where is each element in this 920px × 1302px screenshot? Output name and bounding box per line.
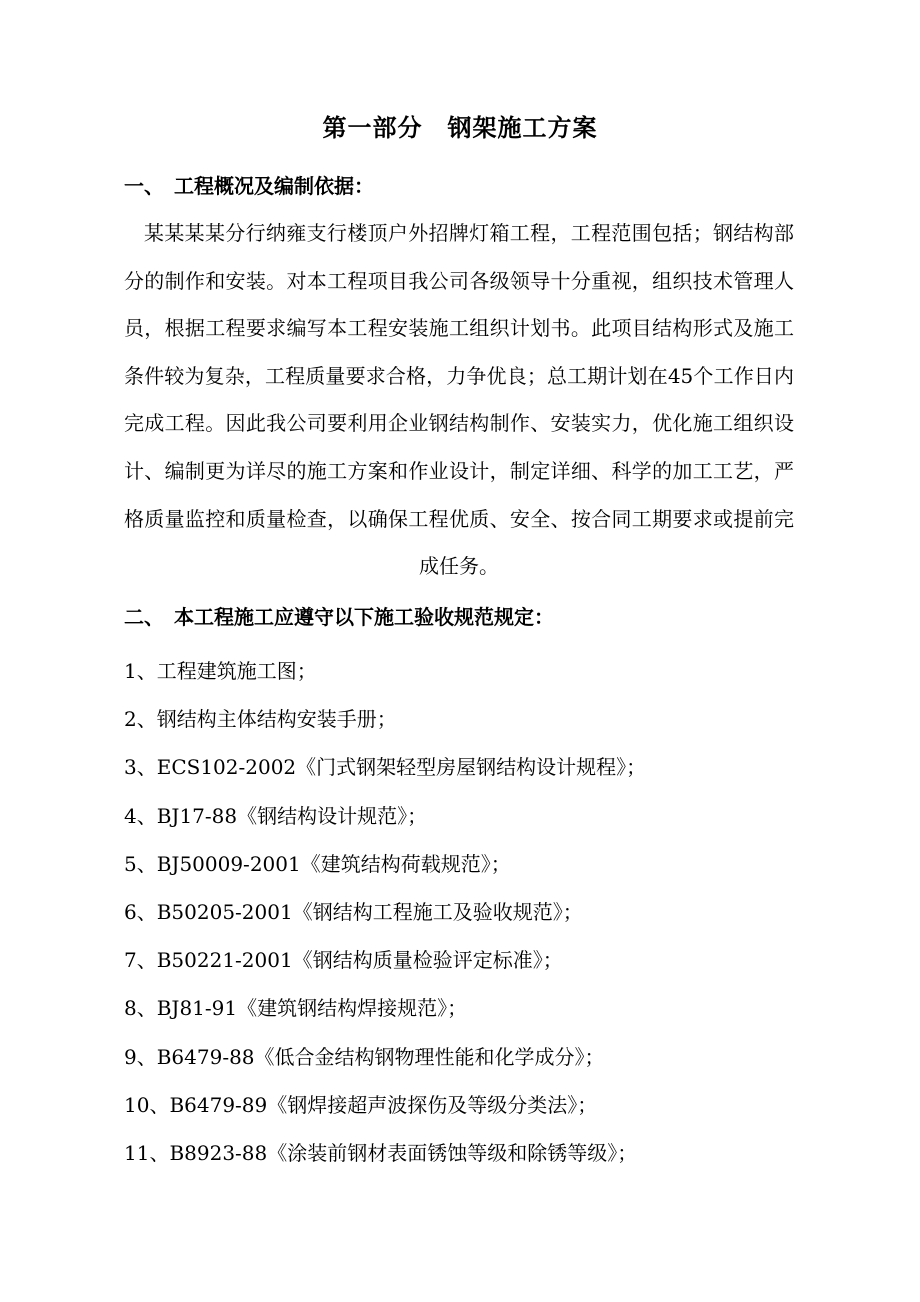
list-item: 9、B6479-88《低合金结构钢物理性能和化学成分》； (124, 1044, 605, 1069)
list-item: 11、B8923-88《涂装前钢材表面锈蚀等级和除锈等级》； (124, 1141, 638, 1166)
list-item: 3、ECS102-2002《门式钢架轻型房屋钢结构设计规程》； (124, 755, 647, 780)
section-heading-overview: 一、 工程概况及编制依据： (124, 174, 374, 198)
overview-paragraph: 某某某某分行纳雍支行楼顶户外招牌灯箱工程，工程范围包括；钢结构部分的制作和安装。对本工程项目我公司各级领导十分重视，组织技术管理人员，根据工程要求编写本工程安装施工组织计划书。此项目结构形式及施工条件较为复杂，工程质量要求合格，力争优良；总工期计划在45个工作日内完成工程。因此我公司要利用企业钢结构制作、安装实力，优化施工组织设计、编制更为详尽的施工方案和作业设计，制定详细、科学的加工工艺，严格质量监控和质量检查，以确保工程优质、安全、按合同工期要求或提前完成任务。 (124, 221, 794, 579)
list-item: 10、B6479-89《钢焊接超声波探伤及等级分类法》； (124, 1092, 598, 1117)
list-item: 5、BJ50009-2001《建筑结构荷载规范》； (124, 851, 511, 876)
standards-list (124, 647, 804, 1177)
list-item: 6、B50205-2001《钢结构工程施工及验收规范》； (124, 900, 583, 925)
list-item: 8、BJ81-91《建筑钢结构焊接规范》； (124, 996, 468, 1021)
page-title: 第一部分 钢架施工方案 (322, 113, 598, 142)
list-item: 1、工程建筑施工图； (124, 659, 317, 683)
list-item: 4、BJ17-88《钢结构设计规范》； (124, 803, 428, 828)
list-item: 7、B50221-2001《钢结构质量检验评定标准》； (124, 948, 563, 973)
list-item: 2、钢结构主体结构安装手册； (124, 707, 397, 732)
section-heading-standards: 二、 本工程施工应遵守以下施工验收规范规定： (124, 605, 554, 629)
